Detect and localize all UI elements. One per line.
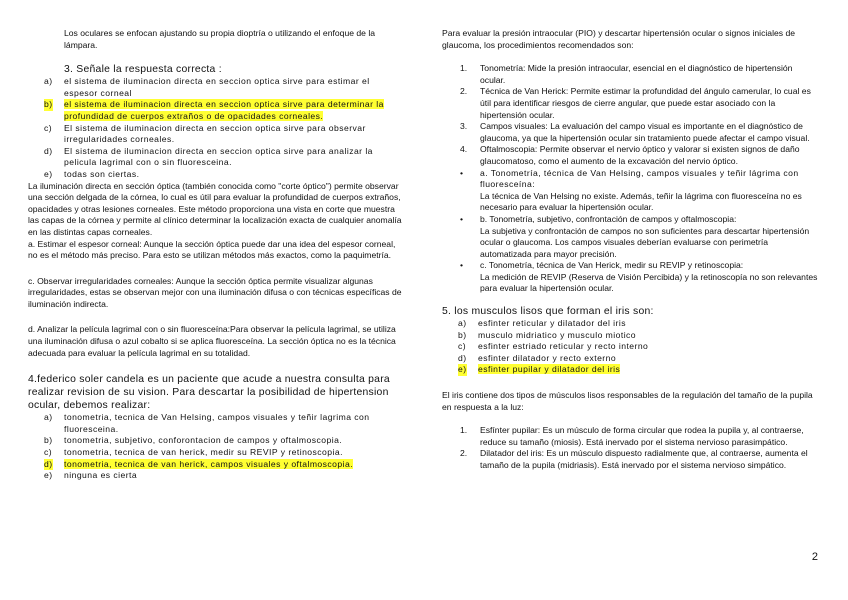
page-number: 2 bbox=[811, 551, 818, 563]
q5-option-c bbox=[442, 341, 818, 353]
bullet-item bbox=[442, 260, 818, 295]
item-number: 2. bbox=[460, 448, 468, 459]
q3-option-e bbox=[28, 169, 404, 181]
item-number: 4. bbox=[460, 144, 468, 155]
option-letter: b) bbox=[44, 99, 53, 110]
option-letter: c) bbox=[44, 122, 53, 133]
option-letter: e) bbox=[458, 364, 467, 375]
bullet-head: a. Tonometría, técnica de Van Helsing, campos visuales y teñir lágrima con fluoresceína: bbox=[480, 167, 799, 190]
bullet-dot: • bbox=[460, 167, 464, 178]
option-text: esfinter estriado reticular y recto interno bbox=[478, 341, 649, 352]
option-text: musculo midriatico y musculo miotico bbox=[478, 329, 637, 340]
bullet-body: La subjetiva y confrontación de campos no son suficientes para descartar hipertensión ocular o glaucoma. Los campos visuales deberían evaluarse con perimetría automatizada para mayor precisión. bbox=[480, 225, 810, 259]
option-text: esfinter reticular y dilatador del iris bbox=[478, 318, 626, 329]
q3-option-c bbox=[28, 123, 404, 146]
option-letter: a) bbox=[44, 76, 53, 87]
bullet-body: La medición de REVIP (Reserva de Visión Percibida) y la retinoscopía no son relevantes para evaluar la hipertensión ocular. bbox=[480, 271, 818, 294]
highlighted-answer: el sistema de iluminacion directa en seccion optica sirve para determinar la profundidad de cuerpos extraños o de opacidades corneales. bbox=[64, 99, 384, 121]
q4-option-d bbox=[28, 459, 404, 471]
highlighted-answer: esfinter pupilar y dilatador del iris bbox=[478, 364, 621, 375]
option-letter: a) bbox=[44, 412, 53, 423]
bullet-head: b. Tonometría, subjetivo, confrontación de campos y oftalmoscopia: bbox=[480, 213, 737, 224]
option-text: El sistema de iluminacion directa en seccion optica sirve para analizar la pelicula lagrimal con o sin fluoresceina. bbox=[64, 145, 373, 168]
option-letter: d) bbox=[44, 458, 53, 469]
item-text: Tonometría: Mide la presión intraocular, esencial en el diagnóstico de hipertensión ocular. bbox=[480, 63, 793, 85]
question-4-title: 4.federico soler candela es un paciente que acude a nuestra consulta para realizar revision de su vision. Para descartar la posibilidad de hipertension ocular, debemos realizar: bbox=[28, 374, 390, 412]
bullet-dot: • bbox=[460, 213, 464, 224]
q4-option-b bbox=[28, 435, 404, 447]
option-text: el sistema de iluminacion directa en seccion optica sirve para estimar el espesor corneal bbox=[64, 76, 370, 98]
option-letter: b) bbox=[458, 329, 467, 340]
q3-option-b bbox=[28, 99, 404, 122]
procedure-item bbox=[442, 86, 818, 121]
bullet-body: La técnica de Van Helsing no existe. Además, teñir la lágrima con fluoresceína no es necesario para evaluar la hipertensión ocular. bbox=[480, 190, 802, 213]
right-column bbox=[442, 28, 818, 472]
q5-option-b bbox=[442, 330, 818, 342]
option-letter: d) bbox=[44, 145, 53, 156]
q3-note-a: a. Estimar el espesor corneal: Aunque la sección óptica puede dar una idea del espesor corneal, no es el método más preciso. Para esto se utilizan métodos más exactos, como la paquimetría. bbox=[28, 238, 396, 261]
procedure-item bbox=[442, 121, 818, 144]
q3-explanation: La iluminación directa en sección óptica (también conocida como "corte óptico") permite observar una sección delgada de la córnea, lo cual es útil para evaluar la profundidad de cuerpos extraños, opacidades y otras lesiones corneales. Este método proporciona una vista en corte que muestra las capas de la córnea y permite al clínico determinar la localización exacta de cualquier anomalía en las distintas capas corneales. bbox=[28, 180, 402, 237]
procedure-item bbox=[442, 144, 818, 167]
q3-note-c: c. Observar irregularidades corneales: Aunque la sección óptica permite visualizar algunas irregularidades, estas se observan mejor con una iluminación difusa o con técnicas específicas de iluminación indirecta. bbox=[28, 275, 402, 309]
option-letter: e) bbox=[44, 168, 53, 179]
option-text: El sistema de iluminacion directa en seccion optica sirve para observar irregularidades corneales. bbox=[64, 122, 366, 145]
question-5-title: 5. los musculos lisos que forman el iris son: bbox=[442, 306, 654, 318]
item-number: 3. bbox=[460, 121, 468, 132]
item-text: Oftalmoscopia: Permite observar el nervio óptico y valorar si existen signos de daño glaucomatoso, como el aumento de la excavación del nervio óptico. bbox=[480, 144, 800, 166]
option-letter: c) bbox=[44, 447, 53, 458]
bullet-dot: • bbox=[460, 260, 464, 271]
iris-intro: El iris contiene dos tipos de músculos lisos responsables de la regulación del tamaño de la pupila en respuesta a la luz: bbox=[442, 390, 813, 412]
item-text: Dilatador del iris: Es un músculo dispuesto radialmente que, al contraerse, aumenta el tamaño de la pupila (midriasis). Está inervado por el sistema nervioso simpático. bbox=[480, 448, 808, 470]
q5-option-d bbox=[442, 353, 818, 365]
bullet-head: c. Tonometría, técnica de Van Herick, medir su REVIP y retinoscopia: bbox=[480, 260, 744, 271]
option-letter: b) bbox=[44, 435, 53, 446]
item-text: Esfínter pupilar: Es un músculo de forma circular que rodea la pupila y, al contraerse, reduce su tamaño (miosis). Está inervado por el sistema nervioso parasimpático. bbox=[480, 425, 804, 447]
bullet-item bbox=[442, 214, 818, 260]
item-number: 1. bbox=[460, 425, 468, 436]
q4-option-e bbox=[28, 470, 404, 482]
option-text: tonometria, tecnica de van herick, medir su REVIP y retinoscopia. bbox=[64, 447, 343, 458]
q3-option-d bbox=[28, 146, 404, 169]
item-text: Campos visuales: La evaluación del campo visual es importante en el diagnóstico de glaucoma, ya que la hipertensión ocular sin tratamiento puede afectar el campo visual. bbox=[480, 121, 810, 143]
option-letter: c) bbox=[458, 341, 467, 352]
intro-text: Los oculares se enfocan ajustando su propia dioptría o utilizando el enfoque de la lámpara. bbox=[64, 28, 376, 50]
iris-item bbox=[442, 448, 818, 471]
option-text: tonometria, subjetivo, conforontacion de campos y oftalmoscopia. bbox=[64, 435, 343, 446]
item-number: 2. bbox=[460, 86, 468, 97]
q5-option-e bbox=[442, 364, 818, 376]
question-3-title: 3. Señale la respuesta correcta : bbox=[64, 64, 222, 76]
left-column bbox=[28, 28, 404, 482]
procedure-item bbox=[442, 63, 818, 86]
q3-option-a bbox=[28, 76, 404, 99]
option-letter: a) bbox=[458, 318, 467, 329]
q5-option-a bbox=[442, 318, 818, 330]
highlighted-answer: tonometria, tecnica de van herick, campos visuales y oftalmoscopia. bbox=[64, 458, 354, 469]
option-text: tonometria, tecnica de Van Helsing, campos visuales y teñir lagrima con fluoresceina. bbox=[64, 412, 370, 434]
option-text: todas son ciertas. bbox=[64, 168, 140, 179]
bullet-item bbox=[442, 168, 818, 214]
q4-option-c bbox=[28, 447, 404, 459]
option-letter: d) bbox=[458, 352, 467, 363]
item-text: Técnica de Van Herick: Permite estimar la profundidad del ángulo camerular, lo cual es útil para identificar riesgos de cierre angular, que puede estar asociado con la hipertensión ocular. bbox=[480, 86, 811, 120]
item-number: 1. bbox=[460, 63, 468, 74]
option-letter: e) bbox=[44, 470, 53, 481]
q3-note-d: d. Analizar la película lagrimal con o sin fluoresceína:Para observar la película lagrimal, se utiliza una iluminación difusa o azul cobalto si se aplica fluoresceína. La sección óptica no es la técnica adecuada para evaluar la película lagrimal en su totalidad. bbox=[28, 324, 396, 358]
q4-option-a bbox=[28, 412, 404, 435]
procedures-intro: Para evaluar la presión intraocular (PIO) y descartar hipertensión ocular o signos iniciales de glaucoma, los procedimientos recomendados son: bbox=[442, 28, 795, 50]
option-text: esfinter dilatador y recto externo bbox=[478, 352, 617, 363]
iris-item bbox=[442, 425, 818, 448]
option-text: ninguna es cierta bbox=[64, 470, 138, 481]
